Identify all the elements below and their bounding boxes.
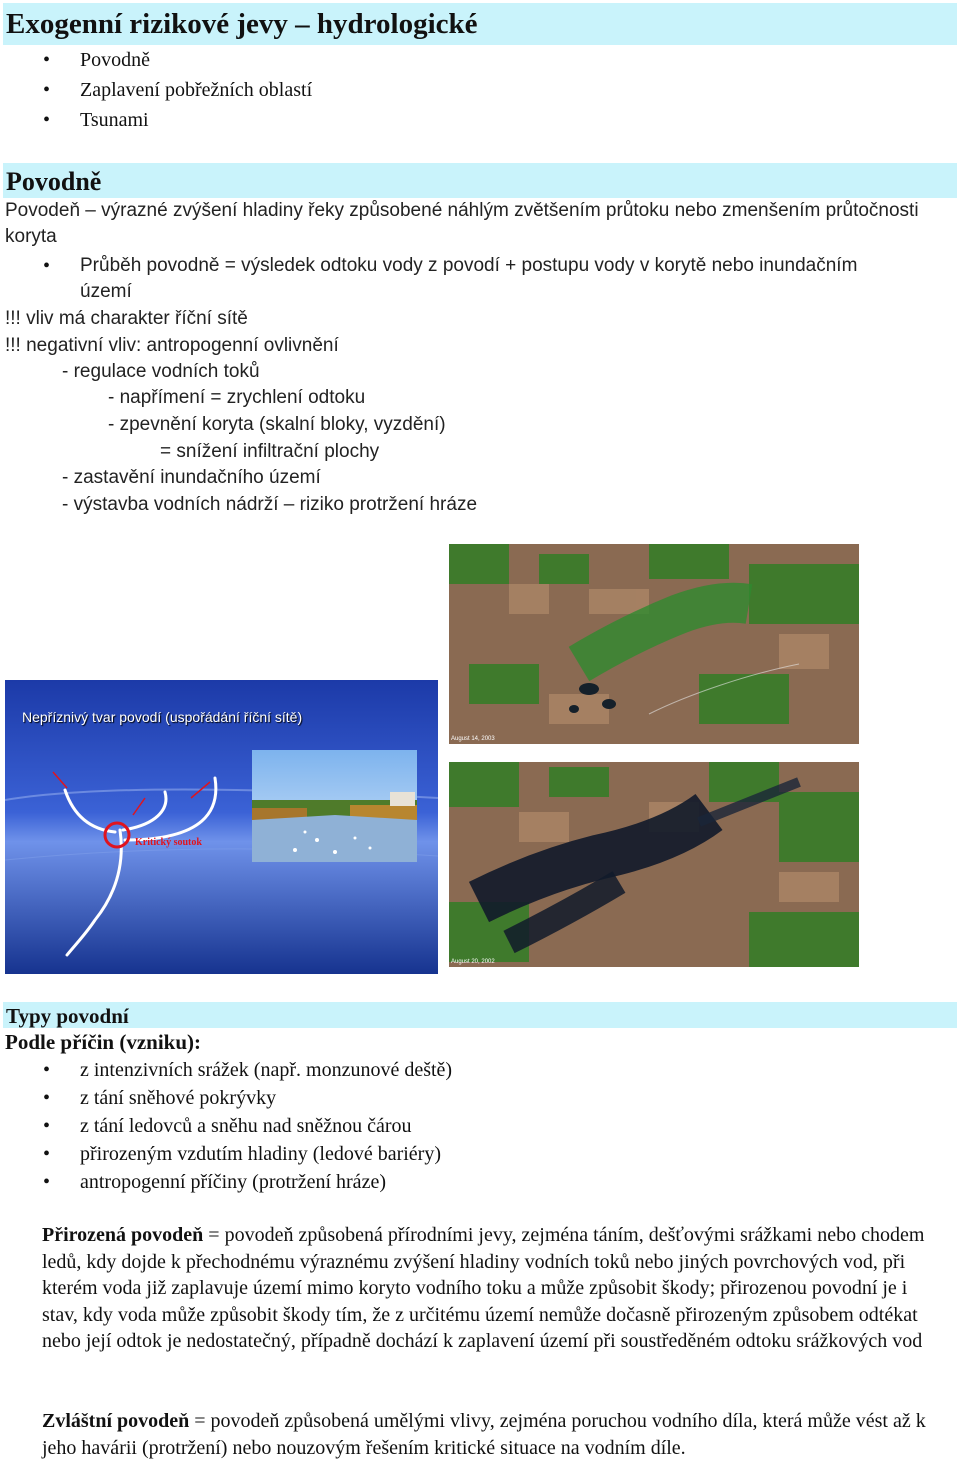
cause-item: antropogenní příčiny (protržení hráze) (80, 1171, 386, 1193)
list-item: Zaplavení pobřežních oblastí (80, 79, 313, 101)
satellite-image-top (449, 544, 859, 744)
natural-flood-definition: = povodeň způsobená přírodními jevy, zejména táním, dešťovými srážkami nebo chodem ledů, kdy dojde k přechodnému výraznému zvýšení hladiny vodních toků nebo jiných povrchových vod, při kterém voda již zaplavuje území mimo koryto vodního toku a může způsobit škody; přirozenou povodní je i stav, kdy voda může způsobit škody tím, že z určitému území nemůže dočasně přirozeným způsobem odtékat nebo její odtok je nedostatečný, případně dochází k zaplavení území při soustředěném odtoku srážkových vod (42, 1224, 925, 1353)
page-title: Exogenní rizikové jevy – hydrologické (3, 3, 957, 45)
neg-item: - napřímení = zrychlení odtoku (108, 387, 366, 408)
cause-item: z tání ledovců a sněhu nad sněžnou čárou (80, 1115, 412, 1137)
causes-subheading: Podle příčin (vzniku): (5, 1030, 202, 1054)
critical-confluence-label: Kritický soutok (135, 837, 202, 848)
special-flood-definition: = povodeň způsobená umělými vlivy, zejména poruchou vodního díla, která může vést až k jeho havárii (protržení) nebo nouzovým řešením kritické situace na vodním díle. (42, 1410, 926, 1459)
flood-definition: Povodeň – výrazné zvýšení hladiny řeky způsobené náhlým zvětšením průtoku nebo zmenšením průtočnosti koryta (5, 200, 919, 247)
network-note: !!! vliv má charakter říční sítě (5, 308, 248, 329)
bullet-icon: • (43, 255, 51, 277)
cause-item: z tání sněhové pokrývky (80, 1087, 277, 1109)
bullet-icon: • (43, 1171, 51, 1193)
special-flood-term: Zvláštní povodeň (42, 1410, 190, 1432)
satellite-graphic-bottom (449, 762, 859, 967)
bullet-icon: • (43, 109, 51, 131)
cause-item: z intenzivních srážek (např. monzunové deště) (80, 1059, 453, 1081)
neg-item: = snížení infiltrační plochy (160, 441, 380, 462)
neg-item: - zastavění inundačního území (62, 467, 321, 488)
special-flood-paragraph (42, 1408, 942, 1461)
list-item: Povodně (80, 49, 150, 71)
section-heading-floods: Povodně (3, 163, 957, 198)
bullet-icon: • (43, 1059, 51, 1081)
basin-shape-slide (5, 680, 438, 974)
satellite-graphic-top (449, 544, 859, 744)
neg-item: - výstavba vodních nádrží – riziko protržení hráze (62, 494, 478, 515)
bullet-icon: • (43, 1087, 51, 1109)
caption-top: August 14, 2003 (451, 736, 495, 742)
section-heading-types: Typy povodní (3, 1002, 957, 1028)
cause-item: přirozeným vzdutím hladiny (ledové bariéry) (80, 1143, 441, 1165)
negative-note: !!! negativní vliv: antropogenní ovlivnění (5, 335, 339, 356)
caption-bottom: August 20, 2002 (451, 959, 495, 965)
satellite-image-bottom (449, 762, 859, 967)
bullet-icon: • (43, 1115, 51, 1137)
natural-flood-paragraph (42, 1222, 942, 1355)
course-line-1: Průběh povodně = výsledek odtoku vody z povodí + postupu vody v korytě nebo inundačním (80, 255, 858, 276)
bullet-icon: • (43, 1143, 51, 1165)
neg-item: - regulace vodních toků (62, 361, 260, 382)
neg-item: - zpevnění koryta (skalní bloky, vyzdění) (108, 414, 446, 435)
course-line-2: území (80, 281, 132, 302)
natural-flood-term: Přirozená povodeň (42, 1224, 204, 1246)
list-item: Tsunami (80, 109, 149, 131)
bullet-icon: • (43, 49, 51, 71)
slide-title: Nepříznivý tvar povodí (uspořádání říční sítě) (22, 709, 303, 725)
bullet-icon: • (43, 79, 51, 101)
